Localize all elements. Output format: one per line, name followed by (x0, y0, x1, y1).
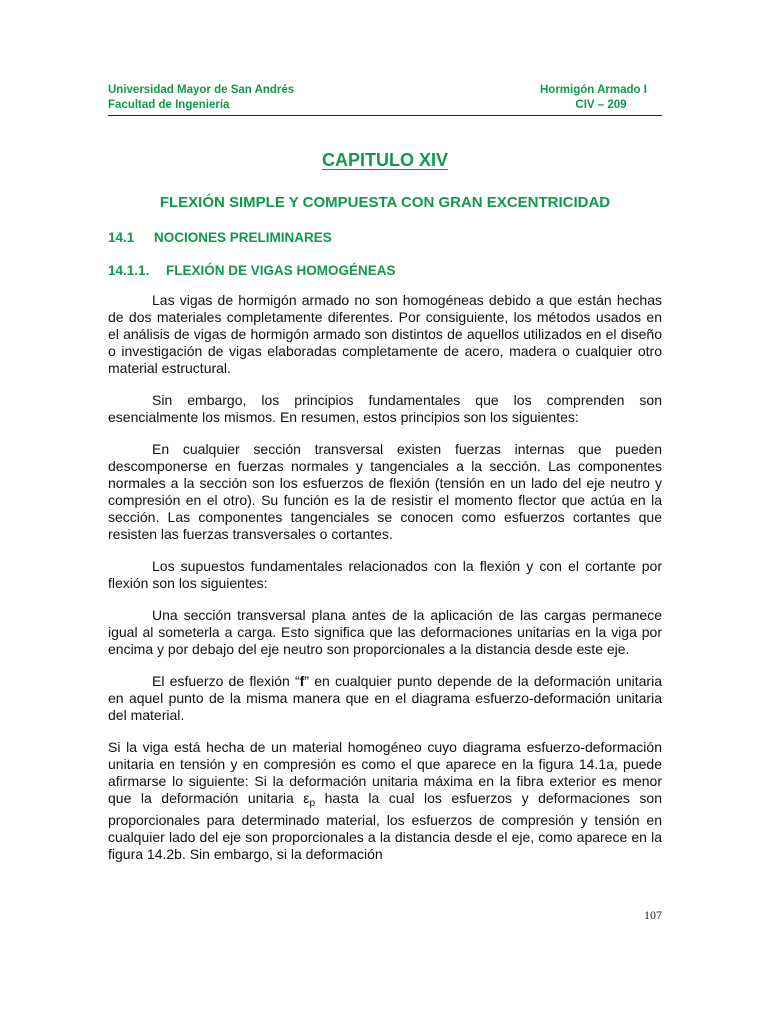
section-heading (108, 230, 332, 245)
page-number: 107 (644, 908, 662, 922)
strain-subscript: p (309, 798, 316, 809)
course-name (540, 83, 662, 98)
subsection-title: FLEXIÓN DE VIGAS HOMOGÉNEAS (166, 263, 396, 278)
header-row-1 (108, 83, 662, 98)
chapter-title: CAPITULO XIV (321, 150, 448, 170)
faculty-name: Facultad de Ingeniería (108, 99, 230, 111)
stress-symbol: f (299, 673, 305, 689)
paragraph-3: En cualquier sección transversal existen fuerzas internas que pueden descomponerse en fuerzas normales y tangenciales a la sección. Las componentes normales a la sección son los esfuerzos de flexión (tensión en un lado del eje neutro y compresión en el otro). Su función es la de resistir el momento flector que actúa en la sección. Las componentes tangenciales se conocen como esfuerzos cortantes que resisten las fuerzas transversales o cortantes. (108, 441, 662, 542)
paragraph-6-start: El esfuerzo de flexión “ (152, 673, 300, 689)
university-name: Universidad Mayor de San Andrés (108, 84, 295, 96)
paragraph-6-end: ” en cualquier punto depende de la deformación unitaria en aquel punto de la misma manera que en el diagrama esfuerzo-deformación unitaria del material. (108, 673, 662, 723)
chapter-subtitle: FLEXIÓN SIMPLE Y COMPUESTA CON GRAN EXCENTRICIDAD (159, 194, 611, 211)
strain-symbol: ε (303, 790, 310, 806)
paragraph-2: Sin embargo, los principios fundamentales que los comprenden son esencialmente los mismos. En resumen, estos principios son los siguientes: (108, 392, 662, 425)
paragraph-4: Los supuestos fundamentales relacionados con la flexión y con el cortante por flexión son los siguientes: (108, 558, 662, 591)
section-title: NOCIONES PRELIMINARES (154, 230, 332, 245)
paragraph-7-end: hasta la cual los esfuerzos y deformaciones son proporcionales para determinado material, los esfuerzos de compresión y tensión en cualquier lado del eje son proporcionales a la distancia desde el eje, como aparece en la figura 14.2b. Sin embargo, si la deformación (108, 790, 662, 862)
course-code-text: CIV – 209 (575, 99, 627, 111)
paragraph-6 (108, 673, 662, 724)
subsection-heading (108, 263, 396, 278)
course-code (540, 98, 662, 113)
body-text (108, 292, 662, 878)
page-header (108, 83, 662, 116)
header-row-2 (108, 98, 662, 113)
paragraph-7-start: Si la viga está hecha de un material homogéneo cuyo diagrama esfuerzo-deformación unitaria en tensión y en compresión es como el que aparece en la figura 14.1a, puede afirmarse lo siguiente: Si la deformación unitaria máxima en la fibra exterior es menor que la deformación unitaria (108, 739, 662, 806)
paragraph-1: Las vigas de hormigón armado no son homogéneas debido a que están hechas de dos materiales completamente diferentes. Por consiguiente, los métodos usados en el análisis de vigas de hormigón armado son distintos de aquellos utilizados en el diseño o investigación de vigas elaboradas completamente de acero, madera o cualquier otro material estructural. (108, 292, 662, 376)
subsection-number: 14.1.1. (108, 263, 150, 278)
course-name-text: Hormigón Armado I (540, 84, 647, 96)
section-number: 14.1 (108, 230, 135, 245)
paragraph-7 (108, 739, 662, 863)
paragraph-5: Una sección transversal plana antes de la aplicación de las cargas permanece igual al someterla a carga. Esto significa que las deformaciones unitarias en la viga por encima y por debajo del eje neutro son proporcionales a la distancia desde este eje. (108, 607, 662, 657)
